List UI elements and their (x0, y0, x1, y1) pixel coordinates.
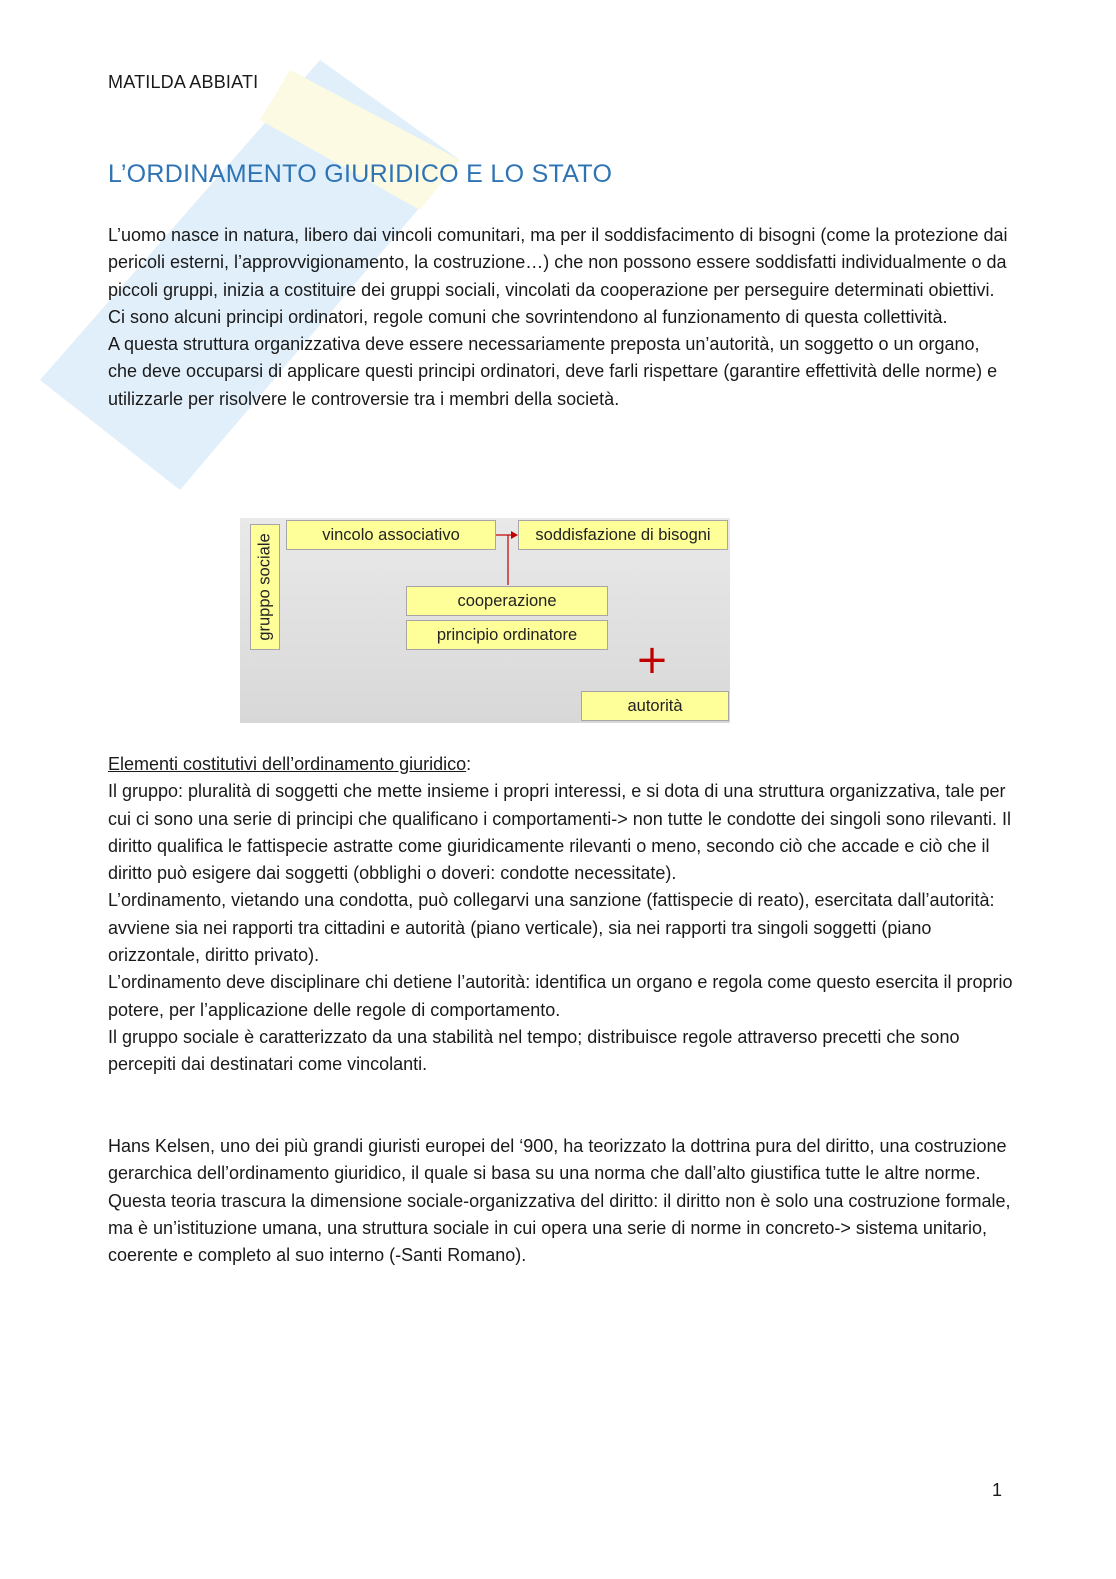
paragraph: A questa struttura organizzativa deve essere necessariamente preposta un’autorità, un soggetto o un organo, che deve occuparsi di applicare questi principi ordinatori, deve farli rispettare (garantire effettività delle norme) e utilizzarle per risolvere le controversie tra i membri della società. (108, 334, 998, 409)
paragraph: Questa teoria trascura la dimensione sociale-organizzativa del diritto: il diritto non è solo una costruzione formale, ma è un’istituzione umana, una struttura sociale in cui opera una serie di norme in concreto-> sistema unitario, coerente e completo al suo interno (-Santi Romano). (108, 1190, 1011, 1266)
paragraph: Il gruppo sociale è caratterizzato da una stabilità nel tempo; distribuisce regole attraverso precetti che sono percepiti dai destinatari come vincolanti. (108, 1026, 960, 1075)
paragraph: L’ordinamento, vietando una condotta, può collegarvi una sanzione (fattispecie di reato), esercitata dall’autorità: avviene sia nei rapporti tra cittadini e autorità (piano verticale), sia nei rapporti tra singoli soggetti (piano orizzontale, diritto privato). (108, 890, 995, 966)
paragraph: Hans Kelsen, uno dei più grandi giuristi europei del ‘900, ha teorizzato la dottrina pura del diritto, una costruzione gerarchica dell’ordinamento giuridico, il quale si basa su una norma che dall’alto giustifica tutte le altre norme. (108, 1136, 1007, 1184)
paragraph: L’uomo nasce in natura, libero dai vincoli comunitari, ma per il soddisfacimento di bisogni (come la protezione dai pericoli esterni, l’approvvigionamento, la costruzione…) che non possono essere soddisfatti individualmente o da piccoli gruppi, inizia a costituire dei gruppi sociali, vincolati da cooperazione per perseguire determinati obiettivi. (108, 225, 1008, 300)
page-number: 1 (992, 1480, 1003, 1500)
box-soddisfazione-bisogni: soddisfazione di bisogni (518, 520, 728, 550)
author-name: MATILDA ABBIATI (108, 72, 259, 92)
heading-colon: : (466, 754, 472, 774)
box-gruppo-sociale (250, 524, 280, 650)
section-heading: Elementi costitutivi dell’ordinamento giuridico (108, 754, 467, 774)
box-label: gruppo sociale (255, 533, 274, 641)
page-title: L’ORDINAMENTO GIURIDICO E LO STATO (108, 160, 613, 188)
box-autorita: autorità (581, 691, 729, 721)
paragraph: Ci sono alcuni principi ordinatori, regole comuni che sovrintendono al funzionamento di questa collettività. (108, 306, 948, 327)
intro-section (108, 222, 1013, 413)
box-cooperazione: cooperazione (406, 586, 608, 616)
concept-diagram (240, 518, 730, 723)
paragraph: Il gruppo: pluralità di soggetti che mette insieme i propri interessi, e si dota di una struttura organizzativa, tale per cui ci sono una serie di principi che qualificano i comportamenti-> non tutte le condotte dei singoli sono rilevanti. Il diritto qualifica le fattispecie astratte come giuridicamente rilevanti o meno, secondo ciò che accade e ciò che il diritto può esigere dai soggetti (obblighi o doveri: condotte necessitate). (108, 781, 1012, 884)
section-heading-line (108, 751, 1013, 778)
connector-arrowhead (511, 531, 518, 539)
box-vincolo-associativo: vincolo associativo (286, 520, 496, 550)
paragraph: L’ordinamento deve disciplinare chi detiene l’autorità: identifica un organo e regola come questo esercita il proprio potere, per l’applicazione delle regole di comportamento. (108, 972, 1013, 1020)
elements-section (108, 751, 1013, 1079)
plus-icon: + (635, 637, 669, 683)
kelsen-section (108, 1133, 1013, 1269)
box-principio-ordinatore: principio ordinatore (406, 620, 608, 650)
